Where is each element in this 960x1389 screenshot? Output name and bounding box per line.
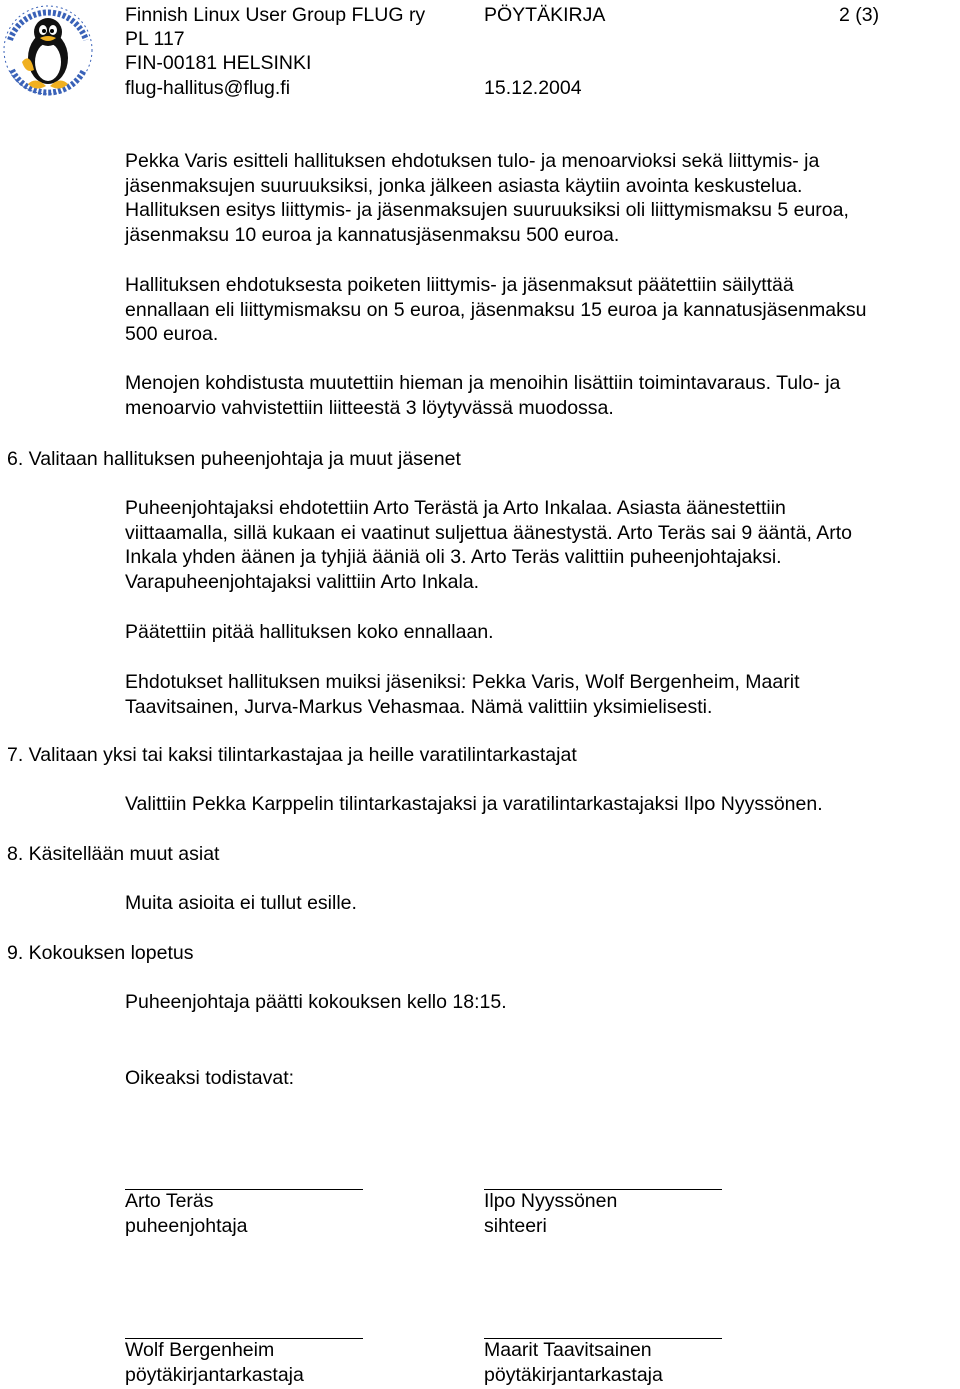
text-line: Puheenjohtajaksi ehdotettiin Arto Terästä ja Arto Inkalaa. Asiasta äänestettiin xyxy=(125,497,786,519)
paragraph-budget-discussion xyxy=(125,149,849,247)
section-heading-8: 8. Käsitellään muut asiat xyxy=(7,843,220,865)
paragraph-other-matters: Muita asioita ei tullut esille. xyxy=(125,892,357,914)
email-address: flug-hallitus@flug.fi xyxy=(125,77,291,99)
org-name: Finnish Linux User Group FLUG ry xyxy=(125,4,426,26)
text-line: viittaamalla, sillä kukaan ei vaatinut suljettua äänestystä. Arto Teräs sai 9 ääntä, Arto xyxy=(125,521,852,544)
signature-block-chair xyxy=(125,1189,248,1238)
paragraph-closing: Puheenjohtaja päätti kokouksen kello 18:15. xyxy=(125,991,507,1013)
signer-name: Wolf Bergenheim xyxy=(125,1339,275,1361)
signer-role: puheenjohtaja xyxy=(125,1214,248,1237)
text-line: Ehdotukset hallituksen muiksi jäseniksi: Pekka Varis, Wolf Bergenheim, Maarit xyxy=(125,671,800,693)
address-box: PL 117 xyxy=(125,28,185,50)
text-line: jäsenmaksujen suuruuksiksi, jonka jälkeen asiasta käytiin avointa keskustelua. xyxy=(125,174,803,197)
section-heading-7: 7. Valitaan yksi tai kaksi tilintarkastajaa ja heille varatilintarkastajat xyxy=(7,744,577,766)
text-line: Hallituksen ehdotuksesta poiketen liittymis- ja jäsenmaksut päätettiin säilyttää xyxy=(125,274,794,296)
paragraph-chair-election xyxy=(125,496,852,594)
text-line: Varapuheenjohtajaksi valittiin Arto Inkala. xyxy=(125,570,480,593)
paragraph-budget-approval xyxy=(125,371,840,420)
text-line: Pekka Varis esitteli hallituksen ehdotuksen tulo- ja menoarvioksi sekä liittymis- ja xyxy=(125,150,820,172)
text-line: Inkala yhden äänen ja tyhjiä ääniä oli 3. Arto Teräs valittiin puheenjohtajaksi. xyxy=(125,546,782,569)
paragraph-board-members xyxy=(125,670,799,719)
signer-role: sihteeri xyxy=(484,1214,547,1237)
text-line: Hallituksen esitys liittymis- ja jäsenmaksujen suuruuksiksi oli liittymismaksu 5 euroa, xyxy=(125,199,849,222)
signature-block-examiner-1 xyxy=(125,1338,304,1387)
document-type: PÖYTÄKIRJA xyxy=(484,4,606,26)
text-line: Taavitsainen, Jurva-Markus Vehasmaa. Nämä valittiin yksimielisesti. xyxy=(125,695,713,718)
paragraph-board-size: Päätettiin pitää hallituksen koko ennallaan. xyxy=(125,621,494,643)
signer-role: pöytäkirjantarkastaja xyxy=(125,1363,304,1386)
attestation-label: Oikeaksi todistavat: xyxy=(125,1067,295,1089)
text-line: Menojen kohdistusta muutettiin hieman ja menoihin lisättiin toimintavaraus. Tulo- ja xyxy=(125,372,841,394)
signature-block-examiner-2 xyxy=(484,1338,663,1387)
paragraph-fees-decision xyxy=(125,273,866,347)
text-line: menoarvio vahvistettiin liitteestä 3 löytyvässä muodossa. xyxy=(125,396,614,419)
signer-name: Arto Teräs xyxy=(125,1190,214,1212)
section-heading-6: 6. Valitaan hallituksen puheenjohtaja ja muut jäsenet xyxy=(7,448,461,470)
text-line: 500 euroa. xyxy=(125,323,219,346)
signer-name: Ilpo Nyyssönen xyxy=(484,1190,618,1212)
postal-address: FIN-00181 HELSINKI xyxy=(125,52,312,74)
text-line: jäsenmaksu 10 euroa ja kannatusjäsenmaksu 500 euroa. xyxy=(125,223,620,246)
tux-penguin-logo xyxy=(0,0,96,98)
signature-block-secretary xyxy=(484,1189,617,1238)
text-line: ennallaan eli liittymismaksu on 5 euroa, jäsenmaksu 15 euroa ja kannatusjäsenmaksu xyxy=(125,298,867,321)
signer-name: Maarit Taavitsainen xyxy=(484,1339,652,1361)
section-heading-9: 9. Kokouksen lopetus xyxy=(7,942,194,964)
page-number: 2 (3) xyxy=(839,4,880,26)
document-date: 15.12.2004 xyxy=(484,77,582,99)
paragraph-auditors: Valittiin Pekka Karppelin tilintarkastajaksi ja varatilintarkastajaksi Ilpo Nyyssönen. xyxy=(125,793,823,815)
signer-role: pöytäkirjantarkastaja xyxy=(484,1363,663,1386)
